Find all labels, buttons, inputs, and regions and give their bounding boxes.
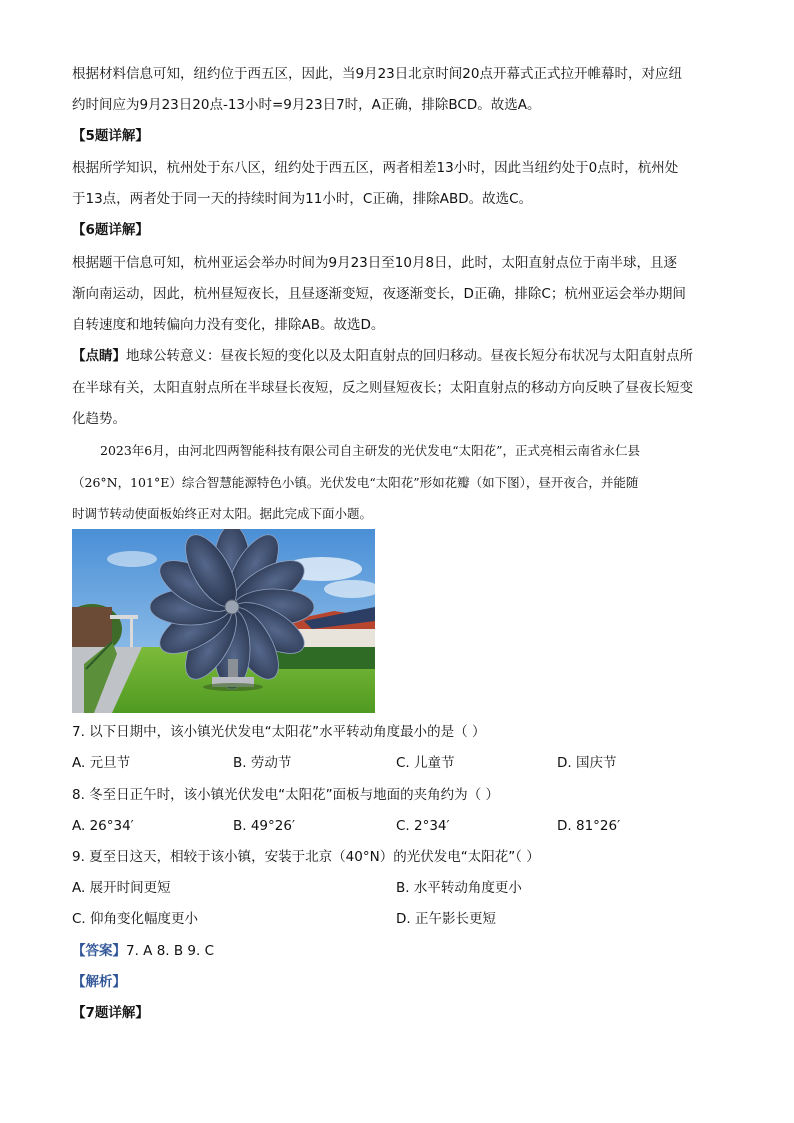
q9-option-c[interactable]: C. 仰角变化幅度更小 <box>72 911 199 927</box>
text-line: 化趋势。 <box>72 411 126 427</box>
intro-line: 2023年6月，由河北四两智能科技有限公司自主研发的光伏发电“太阳花”，正式亮相云南省永仁县 <box>100 443 641 458</box>
text-line: 渐向南运动，因此，杭州昼短夜长，且昼逐渐变短，夜逐渐变长，D正确，排除C；杭州亚运会举办期间 <box>72 286 686 302</box>
question-7-stem: 7. 以下日期中，该小镇光伏发电“太阳花”水平转动角度最小的是（ ） <box>72 724 486 740</box>
text-line: 根据题干信息可知，杭州亚运会举办时间为9月23日至10月8日，此时，太阳直射点位于南半球，且逐 <box>72 255 678 271</box>
answer-label: 【答案】 <box>72 943 126 959</box>
question-9-stem: 9. 夏至日这天，相较于该小镇，安装于北京（40°N）的光伏发电“太阳花”（ ） <box>72 849 540 865</box>
sunflower-photo <box>72 529 375 713</box>
q9-option-b[interactable]: B. 水平转动角度更小 <box>396 880 522 896</box>
q9-option-d[interactable]: D. 正午影长更短 <box>396 911 496 927</box>
q7-option-d[interactable]: D. 国庆节 <box>557 755 617 771</box>
section-header-q5: 【5题详解】 <box>72 128 149 144</box>
q8-option-b[interactable]: B. 49°26′ <box>233 818 296 834</box>
dianjing-label: 【点睛】 <box>72 348 126 364</box>
q8-option-d[interactable]: D. 81°26′ <box>557 818 621 834</box>
text-line: 在半球有关，太阳直射点所在半球昼长夜短，反之则昼短夜长；太阳直射点的移动方向反映了昼夜长短变 <box>72 380 693 396</box>
section-header-q7: 【7题详解】 <box>72 1005 149 1021</box>
q7-option-a[interactable]: A. 元旦节 <box>72 755 131 771</box>
section-header-q6: 【6题详解】 <box>72 222 149 238</box>
text-line: 于13点，两者处于同一天的持续时间为11小时，C正确，排除ABD。故选C。 <box>72 191 533 207</box>
intro-line: 时调节转动使面板始终正对太阳。据此完成下面小题。 <box>72 506 373 521</box>
q9-option-a[interactable]: A. 展开时间更短 <box>72 880 171 896</box>
text-line: 自转速度和地转偏向力没有变化，排除AB。故选D。 <box>72 317 385 333</box>
text-line: 根据所学知识，杭州处于东八区，纽约处于西五区，两者相差13小时，因此当纽约处于0点时，杭州处 <box>72 160 679 176</box>
answer-line <box>72 941 214 961</box>
q7-option-b[interactable]: B. 劳动节 <box>233 755 292 771</box>
question-8-stem: 8. 冬至日正午时，该小镇光伏发电“太阳花”面板与地面的夹角约为（ ） <box>72 787 499 803</box>
text-line: 约时间应为9月23日20点-13小时=9月23日7时，A正确，排除BCD。故选A。 <box>72 97 541 113</box>
intro-line: （26°N，101°E）综合智慧能源特色小镇。光伏发电“太阳花”形如花瓣（如下图），昼开夜合，并能随 <box>72 475 639 490</box>
text-line: 根据材料信息可知，纽约位于西五区，因此，当9月23日北京时间20点开幕式正式拉开帷幕时，对应纽 <box>72 66 682 82</box>
dianjing-text: 地球公转意义：昼夜长短的变化以及太阳直射点的回归移动。昼夜长短分布状况与太阳直射点所 <box>126 348 693 364</box>
analysis-label: 【解析】 <box>72 974 126 990</box>
q8-option-c[interactable]: C. 2°34′ <box>396 818 450 834</box>
answer-text: 7. A 8. B 9. C <box>126 943 215 959</box>
dianjing-line <box>72 346 693 366</box>
q8-option-a[interactable]: A. 26°34′ <box>72 818 134 834</box>
q7-option-c[interactable]: C. 儿童节 <box>396 755 455 771</box>
